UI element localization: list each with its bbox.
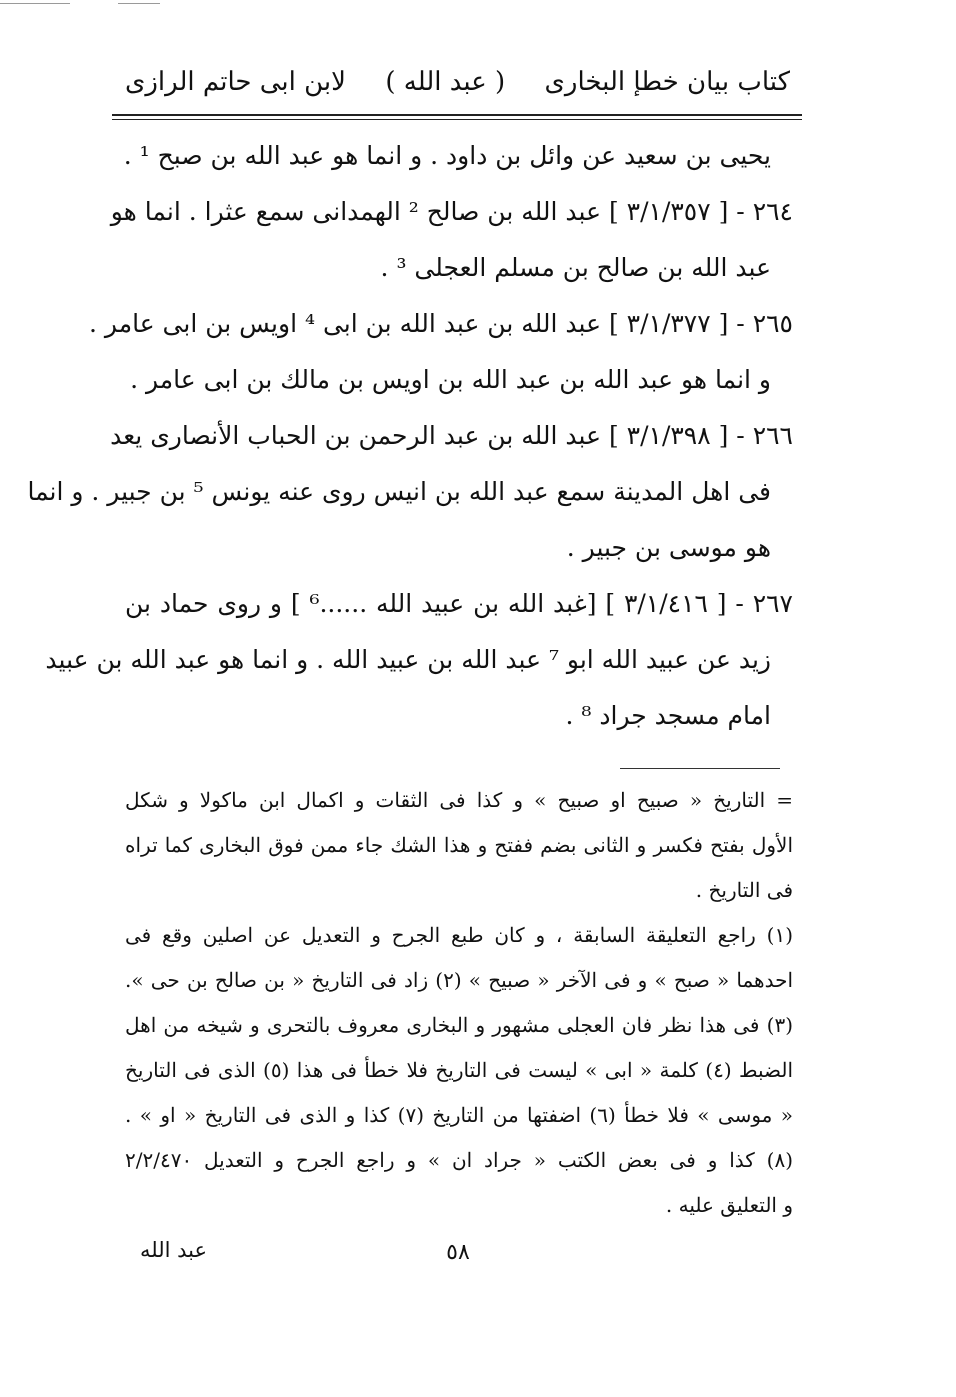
entry-267-line: ٢٦٧ - [ ٣/١/٤١٦ ] [غبد الله بن عبيد الله ......⁶ ] و روى حماد بن [125,589,793,618]
header-author: لابن ابى حاتم الرازى [125,67,346,97]
footnote-line: (٣) فى هذا نظر فان العجلى مشهور و البخارى معروف بالتحرى و شيخه من اهل [125,1013,793,1037]
footnote-line: و التعليق عليه . [665,1193,793,1217]
footnote-line: (١) راجع التعليقة السابقة ، و كان طبع الجرح و التعديل عن اصلين وقع فى [125,923,793,947]
header-section-title: ( عبد الله ) [385,67,506,97]
entry-264-line: ٢٦٤ - [ ٣/١/٣٥٧ ] عبد الله بن صالح ² الهمدانى سمع عثرا . انما هو [110,197,793,226]
entry-265-line: ٢٦٥ - [ ٣/١/٣٧٧ ] عبد الله بن عبد الله بن ابى ⁴ اويس بن ابى عامر . [89,309,793,338]
footnote-line: الضبط (٤) كلمة « ابى » ليست فى التاريخ فلا خطأ فى هذا (٥) الذى فى التاريخ [125,1058,793,1082]
scan-mark [118,3,160,4]
running-header [125,58,790,106]
header-rule-thin [112,119,802,120]
scan-mark [0,3,70,4]
text-line: هو موسى بن جبير . [566,533,771,562]
main-text [27,128,793,744]
footnote-line: « موسى » فلا خطأ (٦) اضفتها من التاريخ (٧) كذا و الذى فى التاريخ « او » . [125,1103,794,1127]
catchword: عبد الله [140,1238,208,1262]
page-number: ٥٨ [446,1240,470,1265]
text-line: امام مسجد جراد ⁸ . [565,701,771,730]
footnote-line: احدهما « صبح » و فى الآخر « صبيح » (٢) زاد فى التاريخ « بن صالح بن حى ». [125,968,794,992]
text-line: يحيى بن سعيد عن وائل بن داود . و انما هو عبد الله بن صبح ¹ . [123,141,771,170]
header-rule-thick [112,114,802,116]
text-line: عبد الله بن صالح بن مسلم العجلى ³ . [380,253,771,282]
header-book-title: كتاب بيان خطإ البخارى [544,67,790,97]
text-line: فى اهل المدينة سمع عبد الله بن انيس روى عنه يونس ⁵ بن جبير . و انما [27,477,771,506]
entry-266-line: ٢٦٦ - [ ٣/١/٣٩٨ ] عبد الله بن عبد الرحمن بن الحباب الأنصارى يعد [110,421,793,450]
footnote-line: = التاريخ « صبيح او صبيح » و كذا فى الثقات و اكمال ابن ماكولا و شكل [125,788,793,812]
footnotes [125,778,793,1228]
text-line: زيد عن عبيد الله ابو ⁷ عبد الله بن عبيد الله . و انما هو عبد الله بن عبيد [45,645,771,674]
text-line: و انما هو عبد الله بن عبد الله بن اويس بن مالك بن ابى عامر . [130,365,771,394]
footnote-line: الأول بفتح فكسر و الثانى بضم ففتح و هذا الشك جاء ممن فوق البخارى كما تراه [125,833,793,857]
footnote-line: فى التاريخ . [695,878,793,902]
footnote-separator [620,768,780,769]
footnote-line: (٨) كذا و فى بعض الكتب « جراد ان » و راجع الجرح و التعديل ٢/٢/٤٧٠ [125,1148,793,1172]
